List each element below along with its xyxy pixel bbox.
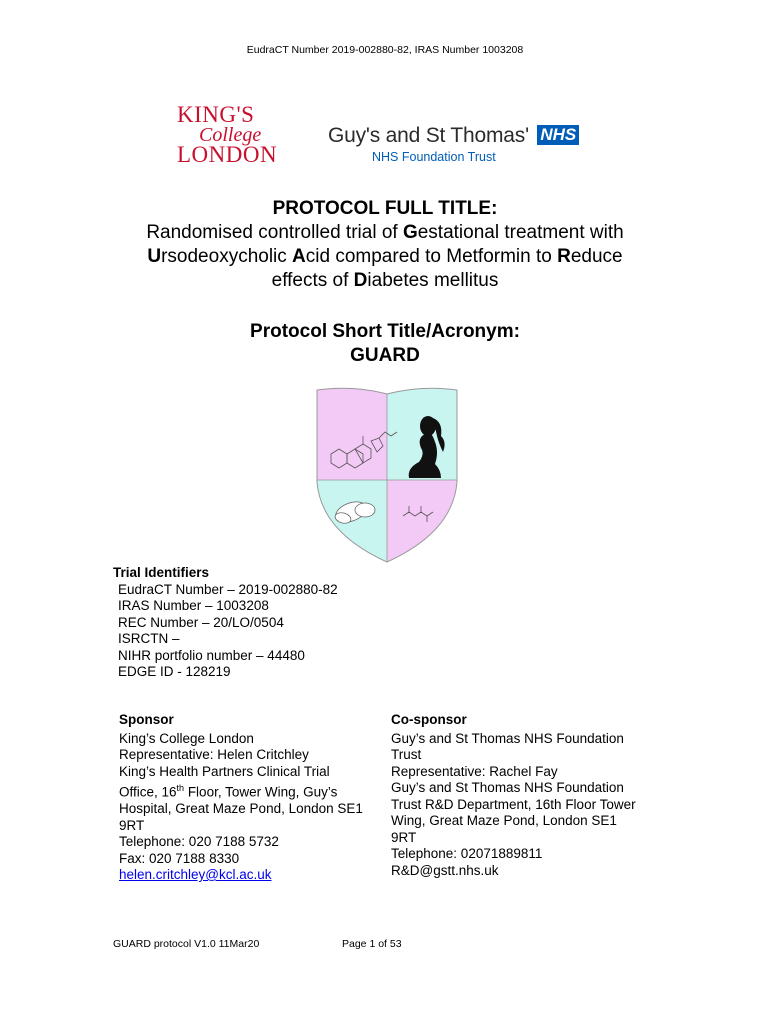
- protocol-short-title: [40, 320, 730, 368]
- footer-page-number: Page 1 of 53: [342, 938, 402, 950]
- sponsor-line: King’s College London: [119, 730, 254, 746]
- nhs-badge: NHS: [537, 125, 579, 145]
- sponsor-line: Representative: Helen Critchley: [119, 747, 309, 762]
- title-line: Ursodeoxycholic Acid compared to Metformin to Reduce: [147, 246, 623, 267]
- cosponsor-line: Guy’s and St Thomas NHS Foundation: [391, 730, 624, 746]
- cosponsor-heading: Co-sponsor: [391, 712, 467, 727]
- gstt-name: Guy's and St Thomas': [328, 124, 529, 147]
- sponsor-block: [119, 712, 389, 884]
- acronym: GUARD: [350, 345, 420, 366]
- sponsor-line: King’s Health Partners Clinical Trial: [119, 763, 330, 779]
- sponsor-line: Office, 16th Floor, Tower Wing, Guy’s: [119, 783, 338, 800]
- identifier-item: EudraCT Number – 2019-002880-82: [118, 581, 338, 597]
- title-line: Randomised controlled trial of Gestational treatment with: [146, 222, 624, 243]
- running-header: EudraCT Number 2019-002880-82, IRAS Number 1003208: [246, 44, 524, 56]
- trial-identifiers: [113, 565, 338, 681]
- trial-identifiers-heading: Trial Identifiers: [113, 565, 210, 580]
- identifier-item: IRAS Number – 1003208: [118, 598, 269, 613]
- identifier-item: ISRCTN –: [118, 631, 180, 646]
- cosponsor-line: Wing, Great Maze Pond, London SE1: [391, 813, 617, 828]
- title-line: effects of Diabetes mellitus: [271, 270, 499, 291]
- cosponsor-line: Representative: Rachel Fay: [391, 763, 558, 779]
- title-label: PROTOCOL FULL TITLE:: [272, 198, 498, 219]
- sponsor-line: 9RT: [119, 817, 145, 833]
- sponsor-line: Fax: 020 7188 8330: [119, 850, 240, 866]
- sponsor-line: Telephone: 020 7188 5732: [119, 834, 279, 849]
- footer-version: GUARD protocol V1.0 11Mar20: [113, 938, 260, 950]
- short-title-label: Protocol Short Title/Acronym:: [250, 321, 520, 342]
- identifier-item: EDGE ID - 128219: [118, 664, 231, 679]
- sponsor-email-link[interactable]: helen.critchley@kcl.ac.uk: [119, 867, 272, 882]
- cosponsor-line: Guy’s and St Thomas NHS Foundation: [391, 780, 624, 795]
- sponsor-line: Hospital, Great Maze Pond, London SE1: [119, 801, 363, 816]
- guys-st-thomas-logo: [328, 124, 579, 164]
- guard-shield-logo: [313, 386, 461, 564]
- cosponsor-line: Telephone: 02071889811: [391, 846, 543, 861]
- kings-college-london-logo: KING'S College LONDON: [177, 102, 278, 167]
- cosponsor-line: 9RT: [391, 829, 417, 845]
- cosponsor-block: [391, 712, 661, 879]
- sponsor-heading: Sponsor: [119, 712, 174, 727]
- title-text: [40, 221, 730, 293]
- identifier-item: REC Number – 20/LO/0504: [118, 614, 284, 630]
- cosponsor-line: R&D@gstt.nhs.uk: [391, 862, 499, 878]
- gstt-subtitle: NHS Foundation Trust: [372, 150, 496, 164]
- identifier-item: NIHR portfolio number – 44480: [118, 647, 305, 663]
- sponsor-details: [119, 731, 389, 868]
- protocol-full-title: [40, 197, 730, 293]
- cosponsor-line: Trust R&D Department, 16th Floor Tower: [391, 796, 636, 812]
- cosponsor-details: [391, 731, 661, 880]
- cosponsor-line: Trust: [391, 747, 422, 762]
